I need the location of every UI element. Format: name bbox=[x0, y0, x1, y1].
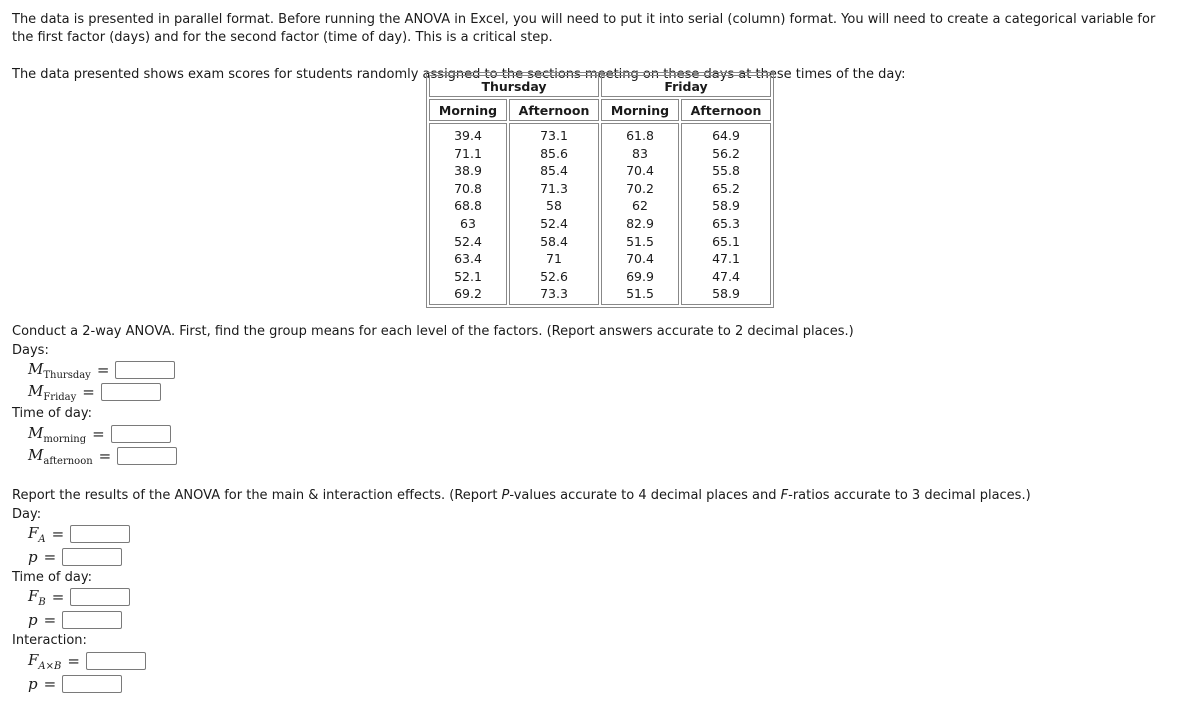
f-a-symbol: $F_A$ bbox=[28, 523, 46, 545]
table-cell: 58.9 bbox=[712, 286, 740, 302]
instruction-anova: Report the results of the ANOVA for the main & interaction effects. (Report P-values accurate to 4 decimal places and F-ratios accurate to 3 decimal places.) bbox=[12, 488, 1031, 503]
m-friday-row: $M_{Friday}$ = bbox=[28, 381, 161, 403]
subheader-friday-morning: Morning bbox=[601, 99, 679, 121]
subheader-friday-afternoon: Afternoon bbox=[681, 99, 771, 121]
table-cell: 70.4 bbox=[626, 163, 654, 179]
data-description: The data presented shows exam scores for students randomly assigned to the sections meeting on these days at these times of the day: bbox=[12, 67, 906, 82]
table-cell: 85.4 bbox=[540, 163, 568, 179]
table-cell: 65.2 bbox=[712, 180, 740, 196]
m-thursday-input[interactable] bbox=[115, 361, 175, 379]
table-cell: 71.1 bbox=[454, 145, 482, 161]
f-ab-input[interactable] bbox=[86, 652, 146, 670]
m-thursday-symbol: $M_{Thursday}$ bbox=[28, 359, 91, 381]
table-cell: 56.2 bbox=[712, 145, 740, 161]
day-label: Day: bbox=[12, 507, 42, 522]
table-cell: 70.2 bbox=[626, 180, 654, 196]
f-ab-symbol: $F_{A\times B}$ bbox=[28, 650, 62, 672]
table-cell: 71.3 bbox=[540, 180, 568, 196]
m-morning-symbol: $M_{morning}$ bbox=[28, 423, 87, 445]
table-cell: 52.6 bbox=[540, 268, 568, 284]
table-cell: 58.9 bbox=[712, 198, 740, 214]
table-cell: 63 bbox=[460, 215, 476, 231]
table-cell: 65.1 bbox=[712, 233, 740, 249]
p-ab-symbol: p bbox=[28, 675, 38, 693]
column-thursday-afternoon bbox=[509, 123, 599, 305]
f-b-input[interactable] bbox=[70, 588, 130, 606]
f-a-input[interactable] bbox=[70, 525, 130, 543]
m-morning-input[interactable] bbox=[111, 425, 171, 443]
f-ab-row: $F_{A\times B}$ = bbox=[28, 650, 146, 672]
p-a-row: p = bbox=[28, 546, 122, 568]
group-header-friday: Friday bbox=[601, 75, 771, 97]
m-friday-symbol: $M_{Friday}$ bbox=[28, 381, 77, 403]
table-cell: 55.8 bbox=[712, 163, 740, 179]
table-cell: 63.4 bbox=[454, 251, 482, 267]
column-friday-morning bbox=[601, 123, 679, 305]
m-thursday-row: $M_{Thursday}$ = bbox=[28, 359, 175, 381]
table-cell: 64.9 bbox=[712, 128, 740, 143]
interaction-label: Interaction: bbox=[12, 633, 87, 648]
p-b-input[interactable] bbox=[62, 611, 122, 629]
table-cell: 70.4 bbox=[626, 251, 654, 267]
intro-text: The data is presented in parallel format. Before running the ANOVA in Excel, you will need to put it into serial (column) format. You will need to create a categorical variable for the first factor (days) and for the second factor (time of day). This is a critical step. bbox=[12, 12, 1156, 45]
table-cell: 61.8 bbox=[626, 128, 654, 143]
table-cell: 58 bbox=[546, 198, 562, 214]
table-cell: 52.1 bbox=[454, 268, 482, 284]
table-cell: 47.4 bbox=[712, 268, 740, 284]
table-cell: 62 bbox=[632, 198, 648, 214]
subheader-thursday-morning: Morning bbox=[429, 99, 507, 121]
instruction-means: Conduct a 2-way ANOVA. First, find the group means for each level of the factors. (Report answers accurate to 2 decimal places.) bbox=[12, 324, 854, 339]
m-friday-input[interactable] bbox=[101, 383, 161, 401]
p-ab-input[interactable] bbox=[62, 675, 122, 693]
table-cell: 70.8 bbox=[454, 180, 482, 196]
m-afternoon-row: $M_{afternoon}$ = bbox=[28, 445, 177, 467]
table-cell: 71 bbox=[546, 251, 562, 267]
table-cell: 69.2 bbox=[454, 286, 482, 302]
column-friday-afternoon bbox=[681, 123, 771, 305]
table-cell: 73.1 bbox=[540, 128, 568, 143]
table-cell: 39.4 bbox=[454, 128, 482, 143]
column-thursday-morning bbox=[429, 123, 507, 305]
table-cell: 68.8 bbox=[454, 198, 482, 214]
m-morning-row: $M_{morning}$ = bbox=[28, 423, 171, 445]
f-a-row: $F_A$ = bbox=[28, 523, 130, 545]
table-cell: 52.4 bbox=[454, 233, 482, 249]
table-cell: 58.4 bbox=[540, 233, 568, 249]
table-cell: 38.9 bbox=[454, 163, 482, 179]
p-ab-row: p = bbox=[28, 673, 122, 695]
data-table bbox=[426, 72, 774, 308]
p-b-row: p = bbox=[28, 609, 122, 631]
days-label: Days: bbox=[12, 343, 49, 358]
p-a-symbol: p bbox=[28, 548, 38, 566]
f-b-row: $F_B$ = bbox=[28, 586, 130, 608]
table-cell: 51.5 bbox=[626, 286, 654, 302]
table-cell: 47.1 bbox=[712, 251, 740, 267]
f-b-symbol: $F_B$ bbox=[28, 586, 46, 608]
table-cell: 82.9 bbox=[626, 215, 654, 231]
p-b-symbol: p bbox=[28, 611, 38, 629]
table-cell: 51.5 bbox=[626, 233, 654, 249]
time-of-day-label: Time of day: bbox=[12, 406, 92, 421]
subheader-thursday-afternoon: Afternoon bbox=[509, 99, 599, 121]
table-cell: 65.3 bbox=[712, 215, 740, 231]
table-cell: 83 bbox=[632, 145, 648, 161]
group-header-thursday: Thursday bbox=[429, 75, 599, 97]
m-afternoon-input[interactable] bbox=[117, 447, 177, 465]
table-cell: 73.3 bbox=[540, 286, 568, 302]
table-cell: 52.4 bbox=[540, 215, 568, 231]
m-afternoon-symbol: $M_{afternoon}$ bbox=[28, 445, 93, 467]
table-cell: 85.6 bbox=[540, 145, 568, 161]
p-a-input[interactable] bbox=[62, 548, 122, 566]
table-cell: 69.9 bbox=[626, 268, 654, 284]
time-of-day-label-2: Time of day: bbox=[12, 570, 92, 585]
